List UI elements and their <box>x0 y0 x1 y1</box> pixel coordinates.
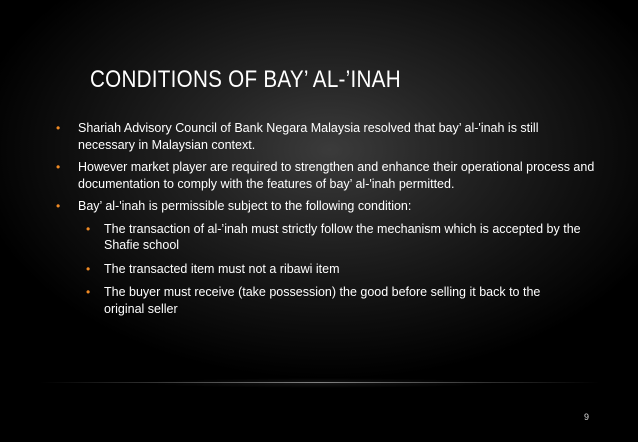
bottom-divider <box>40 382 600 383</box>
bullet-item <box>56 159 598 192</box>
bullet-text: However market player are required to strengthen and enhance their operational process and documentation to comply with the features of bay’ al-'inah permitted. <box>78 160 595 191</box>
sub-bullet-text: The buyer must receive (take possession) the good before selling it back to the original seller <box>104 285 541 316</box>
bullet-item <box>56 120 598 153</box>
bullet-marker: • <box>86 261 91 276</box>
sub-bullet-text: The transaction of al-’inah must strictly follow the mechanism which is accepted by the Shafie school <box>104 221 581 252</box>
bullet-marker: • <box>86 221 91 236</box>
bullet-item <box>56 198 598 215</box>
bottom-glow <box>140 378 500 388</box>
sub-bullet-item <box>86 261 584 278</box>
slide-body <box>56 120 596 324</box>
bullet-text: Bay’ al-'inah is permissible subject to the following condition: <box>78 199 412 213</box>
bullet-marker: • <box>56 199 61 213</box>
bullet-marker: • <box>56 121 61 135</box>
bullet-marker: • <box>86 285 91 299</box>
slide-title: CONDITIONS OF BAY’ AL-’INAH <box>90 66 401 93</box>
sub-bullet-item <box>86 221 584 254</box>
page-number: 9 <box>584 412 590 422</box>
bullet-text: Shariah Advisory Council of Bank Negara Malaysia resolved that bay’ al-'inah is still necessary in Malaysian context. <box>78 121 539 152</box>
sub-bullet-text: The transacted item must not a ribawi item <box>104 261 340 276</box>
sub-bullet-item <box>86 284 584 317</box>
bullet-marker: • <box>56 160 61 174</box>
